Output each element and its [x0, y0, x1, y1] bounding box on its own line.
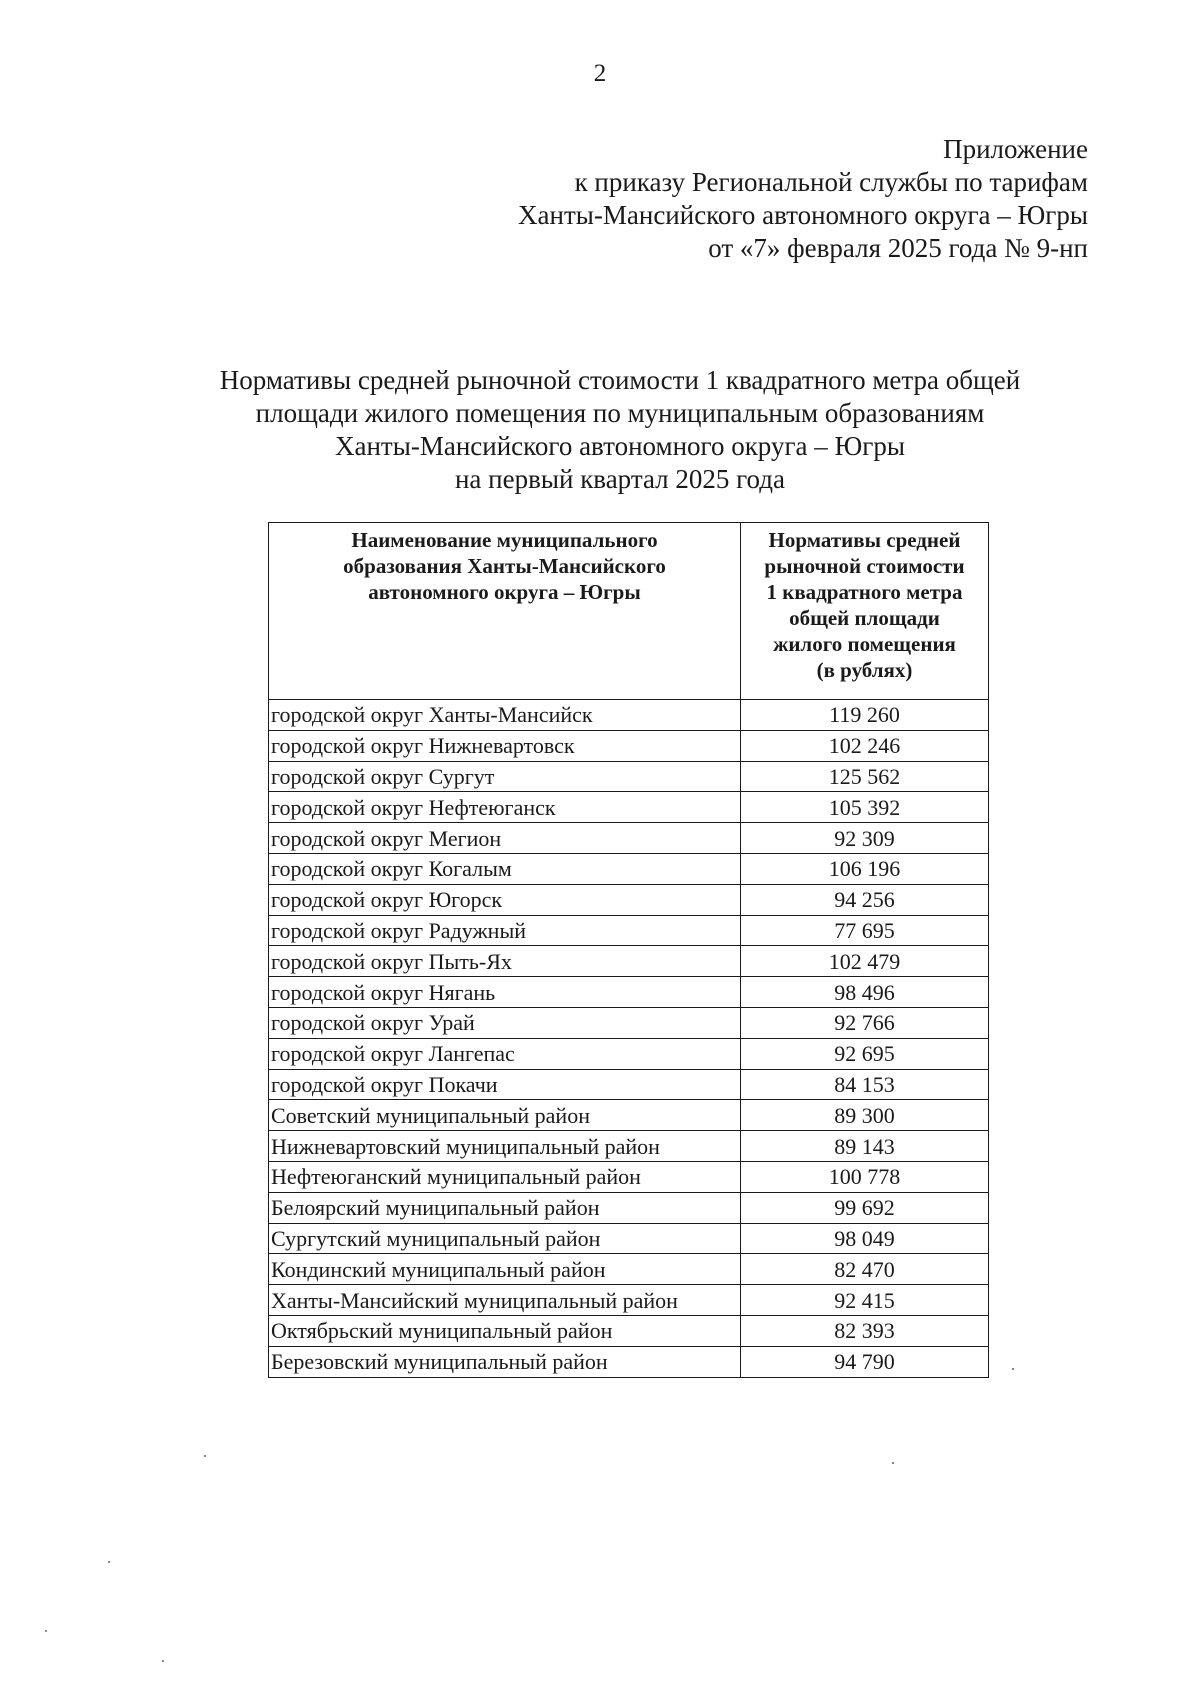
municipality-name: городской округ Сургут: [269, 761, 741, 792]
norm-value: 92 766: [741, 1007, 989, 1038]
norm-value: 119 260: [741, 700, 989, 731]
municipality-name: Нижневартовский муниципальный район: [269, 1131, 741, 1162]
norm-value: 100 778: [741, 1161, 989, 1192]
table-row: [269, 1192, 989, 1223]
appendix-line: к приказу Региональной службы по тарифам: [574, 167, 1088, 197]
norm-value: 98 049: [741, 1223, 989, 1254]
table-row: [269, 915, 989, 946]
norm-value: 92 309: [741, 823, 989, 854]
table-row: [269, 1161, 989, 1192]
table-row: [269, 1285, 989, 1316]
scan-speck: [108, 1561, 110, 1563]
appendix-line: от «7» февраля 2025 года № 9-нп: [708, 233, 1088, 263]
norms-table: [268, 522, 989, 1378]
table-row: [269, 1069, 989, 1100]
table-row: [269, 1254, 989, 1285]
table-row: [269, 1038, 989, 1069]
page-number: 2: [593, 60, 607, 87]
header-line: автономного округа – Югры: [368, 580, 641, 604]
norm-value: 94 790: [741, 1346, 989, 1377]
scan-speck: [1012, 1368, 1014, 1370]
norm-value: 105 392: [741, 792, 989, 823]
municipality-name: городской округ Радужный: [269, 915, 741, 946]
appendix-block: [518, 133, 1088, 265]
title-line: Нормативы средней рыночной стоимости 1 квадратного метра общей: [219, 365, 1021, 395]
header-line: общей площади: [789, 606, 940, 630]
header-line: 1 квадратного метра: [766, 580, 963, 604]
municipality-name: Нефтеюганский муниципальный район: [269, 1161, 741, 1192]
norm-value: 125 562: [741, 761, 989, 792]
title-line: на первый квартал 2025 года: [454, 464, 785, 494]
municipality-name: Ханты-Мансийский муниципальный район: [269, 1285, 741, 1316]
table-row: [269, 1346, 989, 1377]
header-line: образования Ханты-Мансийского: [343, 554, 666, 578]
scan-speck: [204, 1455, 206, 1457]
header-line: Нормативы средней: [768, 528, 961, 552]
table-row: [269, 823, 989, 854]
title-line: площади жилого помещения по муниципальным образованиям: [255, 398, 985, 428]
norm-value: 106 196: [741, 853, 989, 884]
table-row: [269, 946, 989, 977]
header-line: Наименование муниципального: [351, 528, 658, 552]
table-row: [269, 977, 989, 1008]
table-header-row: [269, 523, 989, 700]
municipality-name: Кондинский муниципальный район: [269, 1254, 741, 1285]
header-line: рыночной стоимости: [764, 554, 965, 578]
municipality-name: Советский муниципальный район: [269, 1100, 741, 1131]
table-row: [269, 1315, 989, 1346]
norm-value: 89 300: [741, 1100, 989, 1131]
municipality-name: Октябрьский муниципальный район: [269, 1315, 741, 1346]
municipality-name: городской округ Нягань: [269, 977, 741, 1008]
municipality-name: городской округ Нижневартовск: [269, 730, 741, 761]
norm-value: 98 496: [741, 977, 989, 1008]
scan-speck: [892, 1462, 894, 1464]
norm-value: 94 256: [741, 884, 989, 915]
norm-value: 82 470: [741, 1254, 989, 1285]
municipality-name: городской округ Нефтеюганск: [269, 792, 741, 823]
appendix-line: Ханты-Мансийского автономного округа – Югры: [518, 200, 1088, 230]
norm-value: 89 143: [741, 1131, 989, 1162]
scan-speck: [162, 1660, 164, 1662]
norm-value: 92 695: [741, 1038, 989, 1069]
title-line: Ханты-Мансийского автономного округа – Югры: [335, 431, 905, 461]
table-row: [269, 700, 989, 731]
table-row: [269, 792, 989, 823]
table-row: [269, 1007, 989, 1038]
header-line: жилого помещения: [773, 632, 956, 656]
municipality-name: городской округ Пыть-Ях: [269, 946, 741, 977]
norm-value: 77 695: [741, 915, 989, 946]
table-row: [269, 853, 989, 884]
table-row: [269, 1100, 989, 1131]
municipality-name: городской округ Югорск: [269, 884, 741, 915]
municipality-name: Белоярский муниципальный район: [269, 1192, 741, 1223]
municipality-name: городской округ Мегион: [269, 823, 741, 854]
header-norm-value: [741, 523, 989, 700]
municipality-name: городской округ Покачи: [269, 1069, 741, 1100]
table-row: [269, 1223, 989, 1254]
municipality-name: Сургутский муниципальный район: [269, 1223, 741, 1254]
norm-value: 102 479: [741, 946, 989, 977]
header-municipality: [269, 523, 741, 700]
scan-speck: [45, 1630, 47, 1632]
norm-value: 82 393: [741, 1315, 989, 1346]
appendix-line: Приложение: [943, 134, 1088, 164]
table-row: [269, 884, 989, 915]
norm-value: 92 415: [741, 1285, 989, 1316]
table-row: [269, 761, 989, 792]
table-row: [269, 1131, 989, 1162]
norm-value: 84 153: [741, 1069, 989, 1100]
norm-value: 102 246: [741, 730, 989, 761]
norm-value: 99 692: [741, 1192, 989, 1223]
municipality-name: городской округ Лангепас: [269, 1038, 741, 1069]
municipality-name: городской округ Когалым: [269, 853, 741, 884]
table-row: [269, 730, 989, 761]
municipality-name: городской округ Ханты-Мансийск: [269, 700, 741, 731]
document-title: [140, 364, 1100, 496]
municipality-name: Березовский муниципальный район: [269, 1346, 741, 1377]
header-line: (в рублях): [816, 658, 913, 682]
municipality-name: городской округ Урай: [269, 1007, 741, 1038]
